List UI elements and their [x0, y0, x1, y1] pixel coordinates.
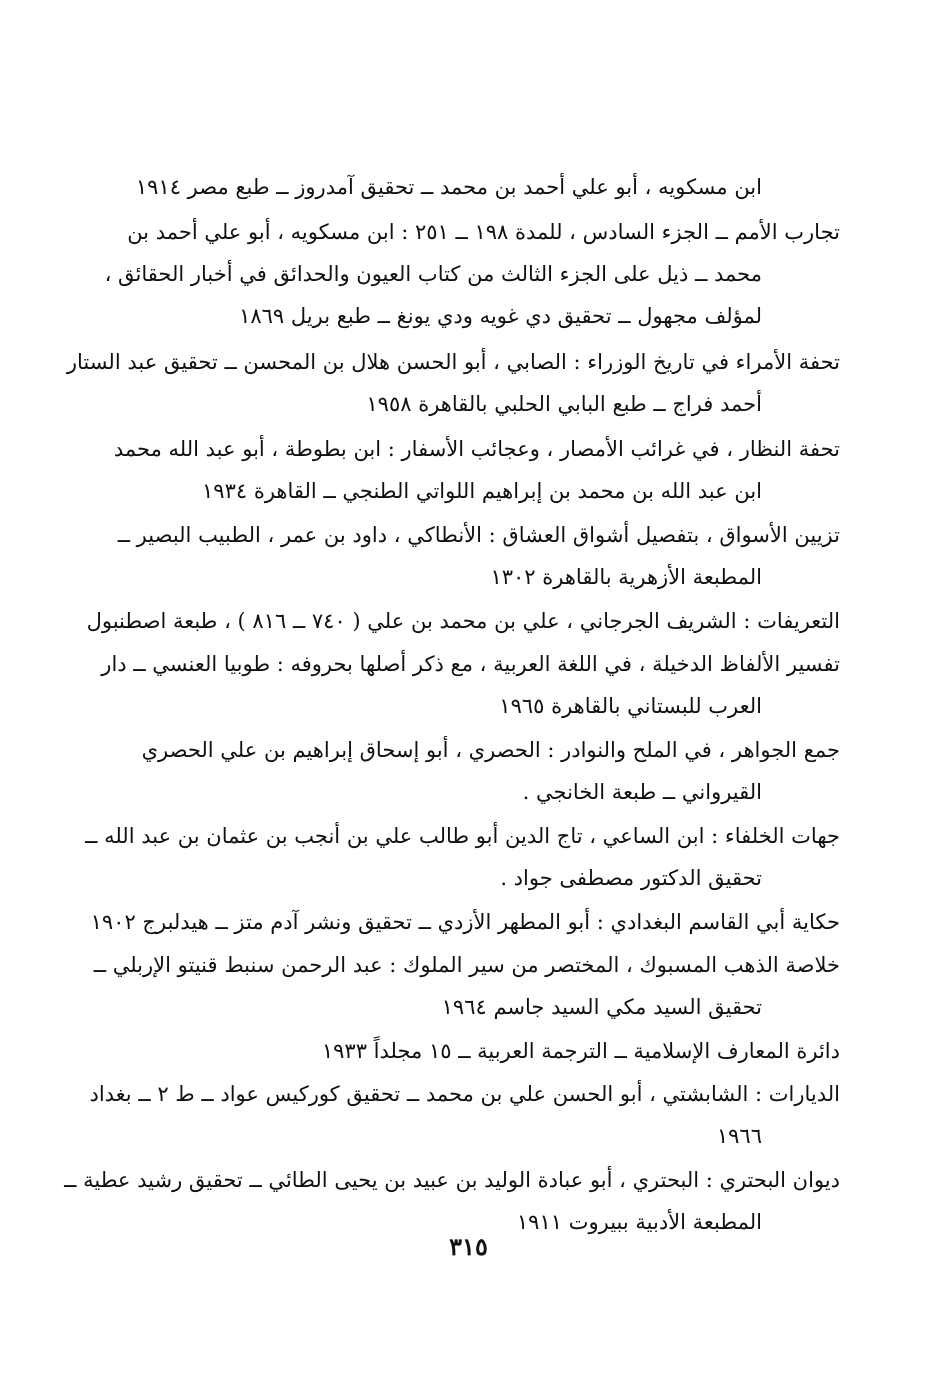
bibliography-entry-5	[117, 518, 840, 595]
entry-line: محمد ــ ذيل على الجزء الثالث من كتاب العيون والحدائق في أخبار الحقائق ،	[104, 262, 762, 286]
entry-line: تحقيق السيد مكي السيد جاسم ١٩٦٤	[441, 995, 762, 1019]
entry-line: تجارب الأمم ــ الجزء السادس ، للمدة ١٩٨ ــ ٢٥١ : ابن مسكويه ، أبو علي أحمد بن	[127, 220, 840, 244]
entry-line: لمؤلف مجهول ــ تحقيق دي غويه ودي يونغ ــ طبع بريل ١٨٦٩	[239, 304, 762, 328]
bibliography-entry-2	[104, 215, 840, 334]
bibliography-entry-3	[66, 345, 840, 422]
entry-line: ابن مسكويه ، أبو علي أحمد بن محمد ــ تحقيق آمدروز ــ طبع مصر ١٩١٤	[135, 175, 762, 199]
entry-line: الديارات : الشابشتي ، أبو الحسن علي بن محمد ــ تحقيق كوركيس عواد ــ ط ٢ ــ بغداد	[89, 1082, 840, 1106]
entry-line: ابن عبد الله بن محمد بن إبراهيم اللواتي الطنجي ــ القاهرة ١٩٣٤	[202, 479, 762, 503]
bibliography-entry-10	[90, 905, 840, 940]
entry-line: دائرة المعارف الإسلامية ــ الترجمة العربية ــ ١٥ مجلداً ١٩٣٣	[321, 1039, 840, 1063]
entry-line: تحقيق الدكتور مصطفى جواد .	[500, 866, 762, 890]
entry-line: المطبعة الأزهرية بالقاهرة ١٣٠٢	[490, 565, 762, 589]
entry-line: العرب للبستاني بالقاهرة ١٩٦٥	[499, 694, 762, 718]
bibliography-entry-12	[150, 1034, 840, 1069]
bibliography-entry-4	[113, 432, 840, 509]
entry-line: حكاية أبي القاسم البغدادي : أبو المطهر الأزدي ــ تحقيق ونشر آدم متز ــ هيدلبرج ١٩٠٢	[90, 910, 840, 934]
entry-line: التعريفات : الشريف الجرجاني ، علي بن محمد بن علي ( ٧٤٠ ــ ٨١٦ ) ، طبعة اصطنبول	[86, 609, 840, 633]
entry-line: خلاصة الذهب المسبوك ، المختصر من سير الملوك : عبد الرحمن سنبط قنيتو الإربلي ــ	[93, 953, 840, 977]
bibliography-entry-7	[101, 647, 840, 724]
bibliography-entry-13	[89, 1077, 840, 1154]
entry-line: ديوان البحتري : البحتري ، أبو عبادة الوليد بن عبيد بن يحيى الطائي ــ تحقيق رشيد عطية ــ	[64, 1168, 840, 1192]
page-number: ٣١٥	[449, 1232, 488, 1261]
bibliography-entry-6	[86, 604, 840, 639]
entry-line: المطبعة الأدبية ببيروت ١٩١١	[516, 1210, 762, 1234]
entry-line: تحفة الأمراء في تاريخ الوزراء : الصابي ، أبو الحسن هلال بن المحسن ــ تحقيق عبد الستار	[66, 350, 840, 374]
bibliography-entry-8	[141, 733, 840, 810]
bibliography-entry-9	[85, 819, 840, 896]
entry-line: القيرواني ــ طبعة الخانجي .	[522, 780, 762, 804]
entry-line: ١٩٦٦	[716, 1124, 762, 1148]
bibliography-entry-14	[64, 1163, 840, 1240]
entry-line: أحمد فراج ــ طبع البابي الحلبي بالقاهرة ١٩٥٨	[366, 392, 762, 416]
entry-line: جهات الخلفاء : ابن الساعي ، تاج الدين أبو طالب علي بن أنجب بن عثمان بن عبد الله ــ	[85, 824, 840, 848]
bibliography-entry-1	[135, 170, 762, 205]
entry-line: تزيين الأسواق ، بتفصيل أشواق العشاق : الأنطاكي ، داود بن عمر ، الطبيب البصير ــ	[117, 523, 840, 547]
entry-line: تحفة النظار ، في غرائب الأمصار ، وعجائب الأسفار : ابن بطوطة ، أبو عبد الله محمد	[113, 437, 840, 461]
entry-line: تفسير الألفاظ الدخيلة ، في اللغة العربية ، مع ذكر أصلها بحروفه : طوبيا العنسي ــ دار	[101, 652, 840, 676]
bibliography-entry-11	[93, 948, 840, 1025]
entry-line: جمع الجواهر ، في الملح والنوادر : الحصري ، أبو إسحاق إبراهيم بن علي الحصري	[141, 738, 840, 762]
